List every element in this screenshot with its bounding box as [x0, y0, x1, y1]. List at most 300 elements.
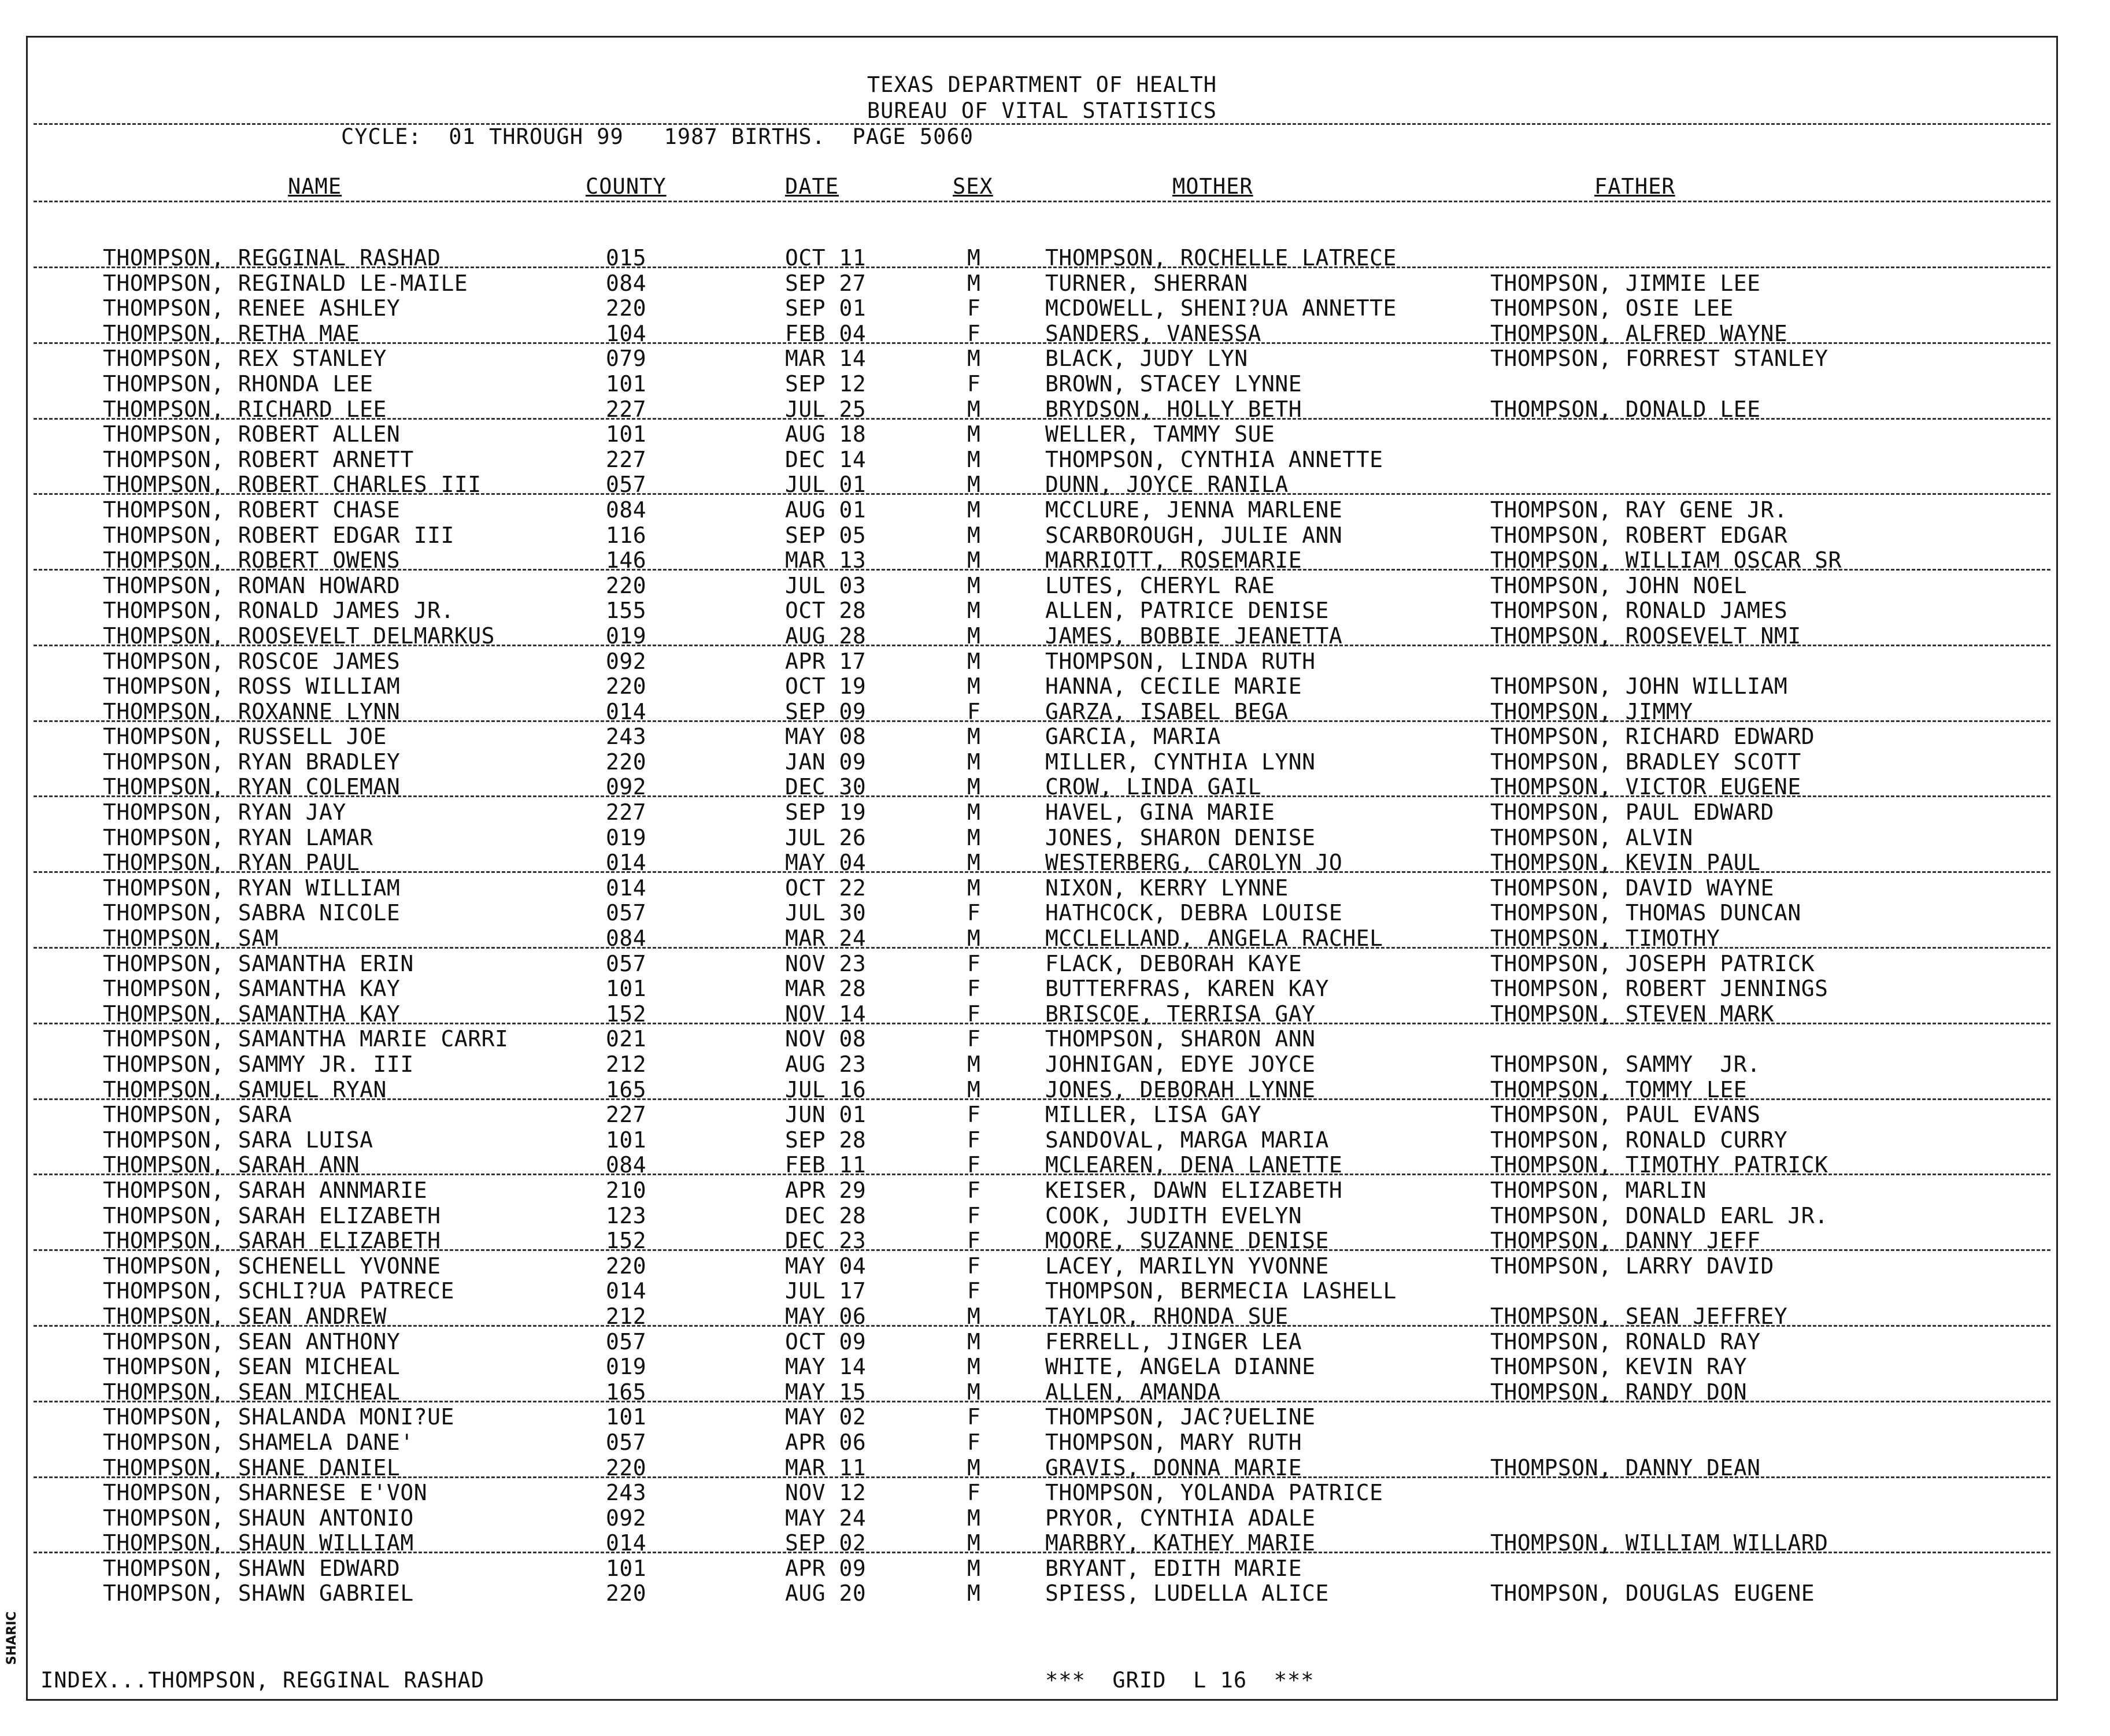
cell-county: 101 [606, 1127, 647, 1153]
cell-date: OCT 11 [785, 245, 867, 271]
cell-date: SEP 19 [785, 799, 867, 826]
table-row [28, 1480, 2056, 1506]
cell-sex: F [967, 320, 981, 346]
table-row [28, 472, 2056, 498]
cell-sex: M [967, 1052, 981, 1077]
cell-county: 220 [606, 749, 647, 775]
cell-mother: HANNA, CECILE MARIE [1045, 673, 1302, 699]
table-row [28, 1153, 2056, 1178]
table-row [28, 422, 2056, 447]
cell-sex: M [967, 1530, 981, 1556]
cell-father: THOMPSON, DANNY DEAN [1490, 1454, 1761, 1480]
cell-date: NOV 08 [785, 1026, 867, 1052]
cell-county: 165 [606, 1379, 647, 1405]
table-row [28, 800, 2056, 826]
cell-county: 057 [606, 1328, 647, 1354]
cell-date: MAY 02 [785, 1404, 867, 1430]
table-row [28, 598, 2056, 624]
cell-county: 104 [606, 320, 647, 346]
cell-sex: M [967, 472, 981, 498]
cell-name: THOMPSON, SABRA NICOLE [103, 900, 401, 926]
cell-name: THOMPSON, SARA LUISA [103, 1127, 373, 1153]
cell-father: THOMPSON, ROOSEVELT NMI [1490, 623, 1801, 649]
cell-date: MAR 24 [785, 926, 867, 952]
table-row [28, 1531, 2056, 1556]
cell-date: DEC 30 [785, 774, 867, 800]
cell-date: MAY 04 [785, 1253, 867, 1279]
cell-mother: MARRIOTT, ROSEMARIE [1045, 547, 1302, 573]
cell-mother: ALLEN, AMANDA [1045, 1379, 1221, 1405]
table-row [28, 1556, 2056, 1582]
cell-mother: THOMPSON, BERMECIA LASHELL [1045, 1278, 1397, 1304]
cell-mother: BRISCOE, TERRISA GAY [1045, 1001, 1316, 1027]
cell-father: THOMPSON, DOUGLAS EUGENE [1490, 1580, 1815, 1607]
cell-county: 152 [606, 1001, 647, 1027]
table-row [28, 1279, 2056, 1304]
cell-mother: PRYOR, CYNTHIA ADALE [1045, 1505, 1316, 1531]
cell-sex: F [967, 1102, 981, 1128]
cell-mother: FERRELL, JINGER LEA [1045, 1328, 1302, 1354]
cell-sex: M [967, 1580, 981, 1607]
cell-county: 092 [606, 1505, 647, 1531]
table-row [28, 372, 2056, 397]
cell-mother: THOMPSON, MARY RUTH [1045, 1429, 1302, 1455]
cell-sex: M [967, 547, 981, 573]
table-row [28, 321, 2056, 347]
cell-father: THOMPSON, ALVIN [1490, 824, 1693, 850]
table-row [28, 1204, 2056, 1229]
column-header-name: NAME [288, 174, 342, 199]
cell-sex: M [967, 1076, 981, 1102]
cell-county: 079 [606, 346, 647, 372]
column-header-sex: SEX [953, 174, 993, 199]
cell-mother: SANDOVAL, MARGA MARIA [1045, 1127, 1329, 1153]
cell-mother: GARCIA, MARIA [1045, 724, 1221, 750]
cell-mother: FLACK, DEBORAH KAYE [1045, 950, 1302, 976]
table-row [28, 1102, 2056, 1128]
cell-father: THOMPSON, DANNY JEFF [1490, 1228, 1761, 1254]
cell-county: 019 [606, 623, 647, 649]
cell-county: 084 [606, 926, 647, 952]
cell-date: MAR 14 [785, 346, 867, 372]
cell-father: THOMPSON, DAVID WAYNE [1490, 875, 1774, 901]
cell-father: THOMPSON, TIMOTHY PATRICK [1490, 1152, 1828, 1178]
cell-sex: M [967, 1303, 981, 1329]
cell-date: AUG 23 [785, 1052, 867, 1077]
cell-date: DEC 14 [785, 446, 867, 472]
cell-date: JAN 09 [785, 749, 867, 775]
cell-father: THOMPSON, LARRY DAVID [1490, 1253, 1774, 1279]
cell-name: THOMPSON, SHAWN EDWARD [103, 1555, 401, 1581]
table-row [28, 724, 2056, 750]
cell-sex: M [967, 875, 981, 901]
cell-mother: JONES, SHARON DENISE [1045, 824, 1316, 850]
cell-mother: MCCLELLAND, ANGELA RACHEL [1045, 926, 1383, 952]
cell-name: THOMPSON, SHAMELA DANE' [103, 1429, 414, 1455]
cell-name: THOMPSON, ROBERT ALLEN [103, 421, 401, 447]
cell-father: THOMPSON, FORREST STANLEY [1490, 346, 1828, 372]
cell-sex: M [967, 724, 981, 750]
cell-county: 101 [606, 976, 647, 1002]
cell-name: THOMPSON, SEAN MICHEAL [103, 1379, 401, 1405]
cell-name: THOMPSON, SEAN MICHEAL [103, 1354, 401, 1380]
cell-date: SEP 02 [785, 1530, 867, 1556]
records-list [28, 246, 2056, 1607]
cell-name: THOMPSON, SAMANTHA KAY [103, 976, 401, 1002]
cell-county: 057 [606, 900, 647, 926]
cell-county: 101 [606, 1404, 647, 1430]
cell-father: THOMPSON, JIMMIE LEE [1490, 270, 1761, 296]
cell-name: THOMPSON, ROBERT CHASE [103, 497, 401, 523]
cell-father: THOMPSON, MARLIN [1490, 1177, 1707, 1203]
cell-date: MAY 08 [785, 724, 867, 750]
table-row [28, 699, 2056, 725]
table-row [28, 1330, 2056, 1355]
cell-name: THOMPSON, ROOSEVELT DELMARKUS [103, 623, 495, 649]
cell-name: THOMPSON, ROSS WILLIAM [103, 673, 401, 699]
cell-sex: M [967, 497, 981, 523]
cell-sex: M [967, 824, 981, 850]
cell-county: 155 [606, 598, 647, 624]
cell-father: THOMPSON, ROBERT JENNINGS [1490, 976, 1828, 1002]
cell-mother: JOHNIGAN, EDYE JOYCE [1045, 1052, 1316, 1077]
table-row [28, 850, 2056, 876]
cell-sex: M [967, 648, 981, 674]
cell-name: THOMPSON, SHAUN WILLIAM [103, 1530, 414, 1556]
cell-date: JUL 30 [785, 900, 867, 926]
header-subtitle: BUREAU OF VITAL STATISTICS [867, 98, 1217, 123]
cell-mother: THOMPSON, CYNTHIA ANNETTE [1045, 446, 1383, 472]
cell-sex: F [967, 1026, 981, 1052]
cell-mother: THOMPSON, ROCHELLE LATRECE [1045, 245, 1397, 271]
cell-mother: MCLEAREN, DENA LANETTE [1045, 1152, 1343, 1178]
cell-date: AUG 18 [785, 421, 867, 447]
cell-date: MAR 11 [785, 1454, 867, 1480]
cell-date: JUL 01 [785, 472, 867, 498]
cell-mother: WESTERBERG, CAROLYN JO [1045, 850, 1343, 876]
cell-mother: MILLER, LISA GAY [1045, 1102, 1262, 1128]
header-title: TEXAS DEPARTMENT OF HEALTH [867, 72, 1217, 97]
index-footer: INDEX...THOMPSON, REGGINAL RASHAD [40, 1668, 485, 1693]
table-row [28, 750, 2056, 775]
cell-sex: F [967, 1152, 981, 1178]
cell-name: THOMPSON, SCHENELL YVONNE [103, 1253, 441, 1279]
cell-sex: F [967, 1480, 981, 1506]
cell-mother: SANDERS, VANESSA [1045, 320, 1262, 346]
table-row [28, 1128, 2056, 1153]
table-row [28, 397, 2056, 423]
table-row [28, 649, 2056, 675]
cell-date: OCT 28 [785, 598, 867, 624]
table-row [28, 1430, 2056, 1456]
cell-mother: BRYDSON, HOLLY BETH [1045, 396, 1302, 422]
column-header-mother: MOTHER [1172, 174, 1253, 199]
cell-name: THOMPSON, SHANE DANIEL [103, 1454, 401, 1480]
cell-date: SEP 09 [785, 698, 867, 724]
table-row [28, 548, 2056, 573]
table-row [28, 901, 2056, 926]
cell-mother: MCDOWELL, SHENI?UA ANNETTE [1045, 295, 1397, 321]
cell-father: THOMPSON, THOMAS DUNCAN [1490, 900, 1801, 926]
cell-name: THOMPSON, REGINALD LE-MAILE [103, 270, 468, 296]
cell-name: THOMPSON, SARAH ANN [103, 1152, 360, 1178]
cell-sex: M [967, 799, 981, 826]
cell-name: THOMPSON, ROMAN HOWARD [103, 572, 401, 598]
table-row [28, 1027, 2056, 1052]
cell-date: JUL 25 [785, 396, 867, 422]
table-row [28, 1304, 2056, 1330]
column-header-divider [34, 201, 2050, 202]
cell-father: THOMPSON, SAMMY JR. [1490, 1052, 1761, 1077]
cell-county: 014 [606, 1278, 647, 1304]
cell-sex: M [967, 245, 981, 271]
cell-sex: M [967, 1328, 981, 1354]
cell-date: MAY 24 [785, 1505, 867, 1531]
cell-county: 057 [606, 950, 647, 976]
cell-father: THOMPSON, RONALD RAY [1490, 1328, 1761, 1354]
cell-name: THOMPSON, SARAH ELIZABETH [103, 1202, 441, 1228]
cell-county: 220 [606, 1253, 647, 1279]
cell-date: SEP 12 [785, 371, 867, 397]
cell-father: THOMPSON, ROBERT EDGAR [1490, 522, 1788, 548]
table-row [28, 573, 2056, 599]
cell-mother: HAVEL, GINA MARIE [1045, 799, 1275, 826]
cell-county: 057 [606, 472, 647, 498]
table-row [28, 1380, 2056, 1405]
cell-name: THOMPSON, REX STANLEY [103, 346, 387, 372]
cell-sex: M [967, 346, 981, 372]
cell-father: THOMPSON, TIMOTHY [1490, 926, 1720, 952]
cell-name: THOMPSON, SAMANTHA MARIE CARRI [103, 1026, 509, 1052]
cell-county: 084 [606, 497, 647, 523]
cell-father: THOMPSON, ALFRED WAYNE [1490, 320, 1788, 346]
cell-county: 084 [606, 270, 647, 296]
cell-mother: BRYANT, EDITH MARIE [1045, 1555, 1302, 1581]
cell-county: 146 [606, 547, 647, 573]
cell-father: THOMPSON, JOHN NOEL [1490, 572, 1748, 598]
table-row [28, 952, 2056, 977]
cell-county: 210 [606, 1177, 647, 1203]
table-row [28, 447, 2056, 473]
cell-county: 084 [606, 1152, 647, 1178]
cell-name: THOMPSON, ROBERT ARNETT [103, 446, 414, 472]
table-row [28, 1405, 2056, 1430]
cell-sex: M [967, 774, 981, 800]
cell-county: 227 [606, 799, 647, 826]
cell-county: 116 [606, 522, 647, 548]
cell-sex: F [967, 976, 981, 1002]
table-row [28, 498, 2056, 523]
table-row [28, 876, 2056, 901]
cell-name: THOMPSON, RYAN JAY [103, 799, 346, 826]
cell-sex: M [967, 926, 981, 952]
cell-county: 212 [606, 1052, 647, 1077]
cell-name: THOMPSON, SHARNESE E'VON [103, 1480, 428, 1506]
cell-date: DEC 28 [785, 1202, 867, 1228]
cell-mother: THOMPSON, SHARON ANN [1045, 1026, 1316, 1052]
cell-sex: F [967, 371, 981, 397]
cell-name: THOMPSON, RONALD JAMES JR. [103, 598, 454, 624]
column-header-county: COUNTY [586, 174, 667, 199]
cell-date: JUL 03 [785, 572, 867, 598]
table-row [28, 1002, 2056, 1027]
cell-date: APR 06 [785, 1429, 867, 1455]
table-row [28, 1254, 2056, 1279]
side-label: SHARIC [5, 1611, 19, 1665]
cell-mother: KEISER, DAWN ELIZABETH [1045, 1177, 1343, 1203]
cell-county: 014 [606, 1530, 647, 1556]
table-row [28, 926, 2056, 952]
cell-county: 014 [606, 698, 647, 724]
table-row [28, 674, 2056, 699]
grid-footer: *** GRID L 16 *** [1045, 1668, 1315, 1693]
cell-county: 057 [606, 1429, 647, 1455]
cell-mother: SPIESS, LUDELLA ALICE [1045, 1580, 1329, 1607]
cell-father: THOMPSON, PAUL EDWARD [1490, 799, 1774, 826]
cell-mother: JONES, DEBORAH LYNNE [1045, 1076, 1316, 1102]
cell-mother: TAYLOR, RHONDA SUE [1045, 1303, 1289, 1329]
cell-mother: BUTTERFRAS, KAREN KAY [1045, 976, 1329, 1002]
column-header-date: DATE [785, 174, 839, 199]
cell-father: THOMPSON, WILLIAM OSCAR SR [1490, 547, 1842, 573]
table-row [28, 246, 2056, 271]
table-row [28, 1078, 2056, 1103]
cell-name: THOMPSON, SAMANTHA KAY [103, 1001, 401, 1027]
cell-father: THOMPSON, RONALD CURRY [1490, 1127, 1788, 1153]
cell-mother: ALLEN, PATRICE DENISE [1045, 598, 1329, 624]
cell-county: 227 [606, 446, 647, 472]
cell-sex: F [967, 1001, 981, 1027]
cell-name: THOMPSON, RYAN PAUL [103, 850, 360, 876]
cell-date: MAR 13 [785, 547, 867, 573]
cell-date: NOV 23 [785, 950, 867, 976]
cell-county: 227 [606, 396, 647, 422]
cell-county: 014 [606, 875, 647, 901]
cell-sex: F [967, 1404, 981, 1430]
cell-county: 015 [606, 245, 647, 271]
cell-county: 101 [606, 371, 647, 397]
cell-date: SEP 01 [785, 295, 867, 321]
cell-county: 220 [606, 572, 647, 598]
cell-date: DEC 23 [785, 1228, 867, 1254]
cell-father: THOMPSON, KEVIN RAY [1490, 1354, 1748, 1380]
cell-father: THOMPSON, PAUL EVANS [1490, 1102, 1761, 1128]
cell-date: OCT 22 [785, 875, 867, 901]
cell-mother: MOORE, SUZANNE DENISE [1045, 1228, 1329, 1254]
table-row [28, 296, 2056, 321]
cell-county: 019 [606, 824, 647, 850]
cell-mother: DUNN, JOYCE RANILA [1045, 472, 1289, 498]
cell-name: THOMPSON, SEAN ANDREW [103, 1303, 387, 1329]
cell-county: 243 [606, 724, 647, 750]
cell-father: THOMPSON, SEAN JEFFREY [1490, 1303, 1788, 1329]
cell-name: THOMPSON, RYAN LAMAR [103, 824, 373, 850]
cell-father: THOMPSON, VICTOR EUGENE [1490, 774, 1801, 800]
cell-date: NOV 12 [785, 1480, 867, 1506]
cell-sex: M [967, 749, 981, 775]
cell-father: THOMPSON, STEVEN MARK [1490, 1001, 1774, 1027]
cell-sex: F [967, 295, 981, 321]
cell-name: THOMPSON, SAMUEL RYAN [103, 1076, 387, 1102]
table-row [28, 976, 2056, 1002]
cell-name: THOMPSON, ROBERT EDGAR III [103, 522, 454, 548]
cell-name: THOMPSON, RHONDA LEE [103, 371, 373, 397]
cell-father: THOMPSON, OSIE LEE [1490, 295, 1734, 321]
cell-date: JUL 17 [785, 1278, 867, 1304]
cell-father: THOMPSON, DONALD EARL JR. [1490, 1202, 1828, 1228]
header-divider [34, 123, 2050, 125]
cell-date: MAY 15 [785, 1379, 867, 1405]
cell-mother: GRAVIS, DONNA MARIE [1045, 1454, 1302, 1480]
table-row [28, 271, 2056, 297]
cell-sex: F [967, 1278, 981, 1304]
cell-date: FEB 11 [785, 1152, 867, 1178]
cell-county: 220 [606, 1454, 647, 1480]
cell-name: THOMPSON, SAMMY JR. III [103, 1052, 414, 1077]
cell-mother: BLACK, JUDY LYN [1045, 346, 1248, 372]
cell-sex: F [967, 1202, 981, 1228]
cell-mother: MCCLURE, JENNA MARLENE [1045, 497, 1343, 523]
table-row [28, 1228, 2056, 1254]
cell-father: THOMPSON, RONALD JAMES [1490, 598, 1788, 624]
cell-sex: M [967, 673, 981, 699]
cell-county: 101 [606, 421, 647, 447]
cell-mother: BROWN, STACEY LYNNE [1045, 371, 1302, 397]
cell-name: THOMPSON, SAMANTHA ERIN [103, 950, 414, 976]
cell-sex: F [967, 950, 981, 976]
cell-sex: F [967, 1429, 981, 1455]
cell-name: THOMPSON, ROXANNE LYNN [103, 698, 401, 724]
table-row [28, 523, 2056, 549]
cell-name: THOMPSON, REGGINAL RASHAD [103, 245, 441, 271]
cell-date: JUL 16 [785, 1076, 867, 1102]
document-frame [26, 36, 2058, 1701]
cell-mother: THOMPSON, LINDA RUTH [1045, 648, 1316, 674]
cell-name: THOMPSON, SHAWN GABRIEL [103, 1580, 414, 1607]
cell-date: SEP 27 [785, 270, 867, 296]
cell-date: AUG 01 [785, 497, 867, 523]
cell-date: OCT 19 [785, 673, 867, 699]
table-row [28, 775, 2056, 800]
cell-name: THOMPSON, SARA [103, 1102, 293, 1128]
cell-county: 092 [606, 774, 647, 800]
cell-sex: M [967, 1505, 981, 1531]
cell-mother: NIXON, KERRY LYNNE [1045, 875, 1289, 901]
cell-county: 092 [606, 648, 647, 674]
table-row [28, 1052, 2056, 1078]
cell-county: 220 [606, 673, 647, 699]
cell-county: 212 [606, 1303, 647, 1329]
cell-date: OCT 09 [785, 1328, 867, 1354]
cell-name: THOMPSON, ROBERT CHARLES III [103, 472, 482, 498]
cell-name: THOMPSON, RENEE ASHLEY [103, 295, 401, 321]
cycle-line: CYCLE: 01 THROUGH 99 1987 BIRTHS. PAGE 5060 [341, 124, 973, 149]
cell-mother: MARBRY, KATHEY MARIE [1045, 1530, 1316, 1556]
cell-name: THOMPSON, RYAN COLEMAN [103, 774, 401, 800]
cell-name: THOMPSON, SARAH ELIZABETH [103, 1228, 441, 1254]
table-row [28, 1581, 2056, 1607]
cell-sex: F [967, 1127, 981, 1153]
cell-sex: F [967, 1228, 981, 1254]
cell-father: THOMPSON, KEVIN PAUL [1490, 850, 1761, 876]
cell-sex: M [967, 522, 981, 548]
cell-name: THOMPSON, ROBERT OWENS [103, 547, 401, 573]
cell-name: THOMPSON, RETHA MAE [103, 320, 360, 346]
cell-sex: M [967, 598, 981, 624]
cell-date: APR 09 [785, 1555, 867, 1581]
cell-mother: LACEY, MARILYN YVONNE [1045, 1253, 1329, 1279]
cell-date: SEP 05 [785, 522, 867, 548]
